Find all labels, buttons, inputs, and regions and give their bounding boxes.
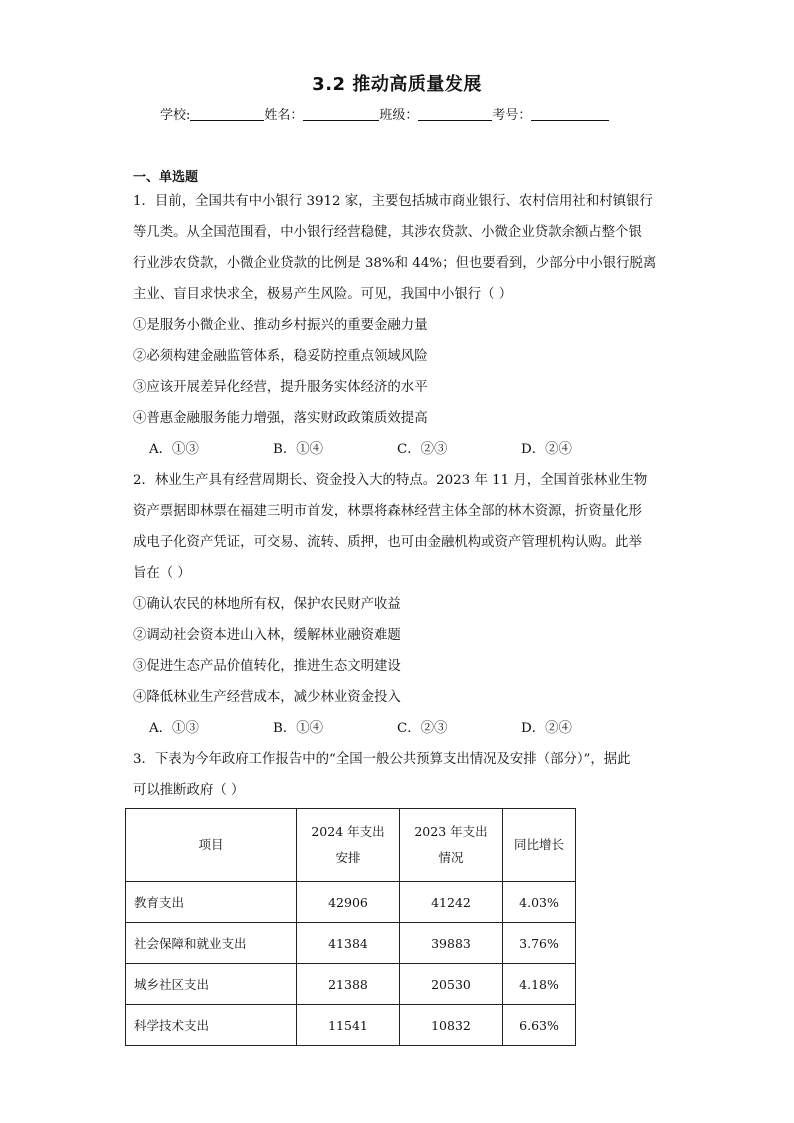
table-cell: 21388 [297, 964, 400, 1005]
statement: ③促进生态产品价值转化，推进生态文明建设 [133, 659, 401, 674]
table-cell: 41242 [400, 882, 503, 923]
option-a[interactable]: A．①③ [149, 721, 199, 736]
table-cell: 教育支出 [126, 882, 297, 923]
option-b[interactable]: B．①④ [273, 721, 324, 736]
option-c[interactable]: C．②③ [397, 442, 448, 457]
table-cell: 4.18% [503, 964, 576, 1005]
statement: ①确认农民的林地所有权，保护农民财产收益 [133, 597, 401, 612]
question-stem-line: 行业涉农贷款，小微企业贷款的比例是 38%和 44%；但也要看到，少部分中小银行脱离 [133, 256, 657, 271]
question-2 [133, 465, 663, 744]
student-info-line [160, 104, 640, 123]
answer-options [133, 434, 663, 465]
budget-table [125, 808, 576, 1046]
school-label: 学校: [160, 108, 191, 123]
question-stem-line: 1．目前，全国共有中小银行 3912 家，主要包括城市商业银行、农村信用社和村镇银行 [133, 194, 653, 209]
section-heading: 一、单选题 [133, 170, 199, 185]
table-cell: 20530 [400, 964, 503, 1005]
budget-table-wrapper [125, 808, 576, 1046]
question-stem-line: 资产票据即林票在福建三明市首发，林票将森林经营主体全部的林木资源，折资量化形 [133, 504, 642, 519]
question-stem-line: 等几类。从全国范围看，中小银行经营稳健，其涉农贷款、小微企业贷款余额占整个银 [133, 225, 642, 240]
class-label: 班级： [379, 108, 419, 123]
header-item: 项目 [126, 809, 297, 882]
table-cell: 城乡社区支出 [126, 964, 297, 1005]
name-label: 姓名： [264, 108, 304, 123]
page-title: 3.2 推动高质量发展 [312, 74, 482, 95]
statement: ②必须构建金融监管体系，稳妥防控重点领域风险 [133, 349, 428, 364]
option-a[interactable]: A．①③ [149, 442, 199, 457]
table-cell: 社会保障和就业支出 [126, 923, 297, 964]
option-c[interactable]: C．②③ [397, 721, 448, 736]
question-stem-line: 成电子化资产凭证，可交易、流转、质押，也可由金融机构或资产管理机构认购。此举 [133, 535, 642, 550]
table-row [126, 882, 576, 923]
answer-options [133, 713, 663, 744]
table-row [126, 964, 576, 1005]
table-cell: 11541 [297, 1005, 400, 1046]
header-2024: 2024 年支出 安排 [297, 809, 400, 882]
statement: ④普惠金融服务能力增强，落实财政政策质效提高 [133, 411, 428, 426]
table-row [126, 1005, 576, 1046]
table-cell: 41384 [297, 923, 400, 964]
question-stem-line: 可以推断政府（ ） [133, 783, 245, 798]
statement: ①是服务小微企业、推动乡村振兴的重要金融力量 [133, 318, 428, 333]
table-cell: 42906 [297, 882, 400, 923]
table-header-row [126, 809, 576, 882]
question-1 [133, 186, 663, 465]
table-cell: 10832 [400, 1005, 503, 1046]
table-cell: 6.63% [503, 1005, 576, 1046]
question-stem-line: 主业、盲目求快求全，极易产生风险。可见，我国中小银行（ ） [133, 287, 513, 302]
statement: ④降低林业生产经营成本，减少林业资金投入 [133, 690, 401, 705]
question-stem-line: 3．下表为今年政府工作报告中的“全国一般公共预算支出情况及安排（部分）”，据此 [133, 752, 631, 767]
statement: ②调动社会资本进山入林，缓解林业融资难题 [133, 628, 401, 643]
table-row [126, 923, 576, 964]
statement: ③应该开展差异化经营，提升服务实体经济的水平 [133, 380, 428, 395]
header-2023: 2023 年支出 情况 [400, 809, 503, 882]
option-d[interactable]: D．②④ [521, 721, 572, 736]
question-stem-line: 旨在（ ） [133, 566, 191, 581]
class-blank[interactable] [418, 108, 492, 121]
option-d[interactable]: D．②④ [521, 442, 572, 457]
table-cell: 39883 [400, 923, 503, 964]
exam-number-label: 考号： [492, 108, 532, 123]
exam-number-blank[interactable] [531, 108, 609, 121]
questions [133, 186, 663, 806]
question-stem-line: 2．林业生产具有经营周期长、资金投入大的特点。2023 年 11 月，全国首张林业生物 [133, 473, 648, 488]
name-blank[interactable] [303, 108, 379, 121]
header-growth: 同比增长 [503, 809, 576, 882]
table-cell: 科学技术支出 [126, 1005, 297, 1046]
question-3 [133, 744, 663, 806]
option-b[interactable]: B．①④ [273, 442, 324, 457]
table-cell: 3.76% [503, 923, 576, 964]
school-blank[interactable] [190, 108, 264, 121]
table-cell: 4.03% [503, 882, 576, 923]
